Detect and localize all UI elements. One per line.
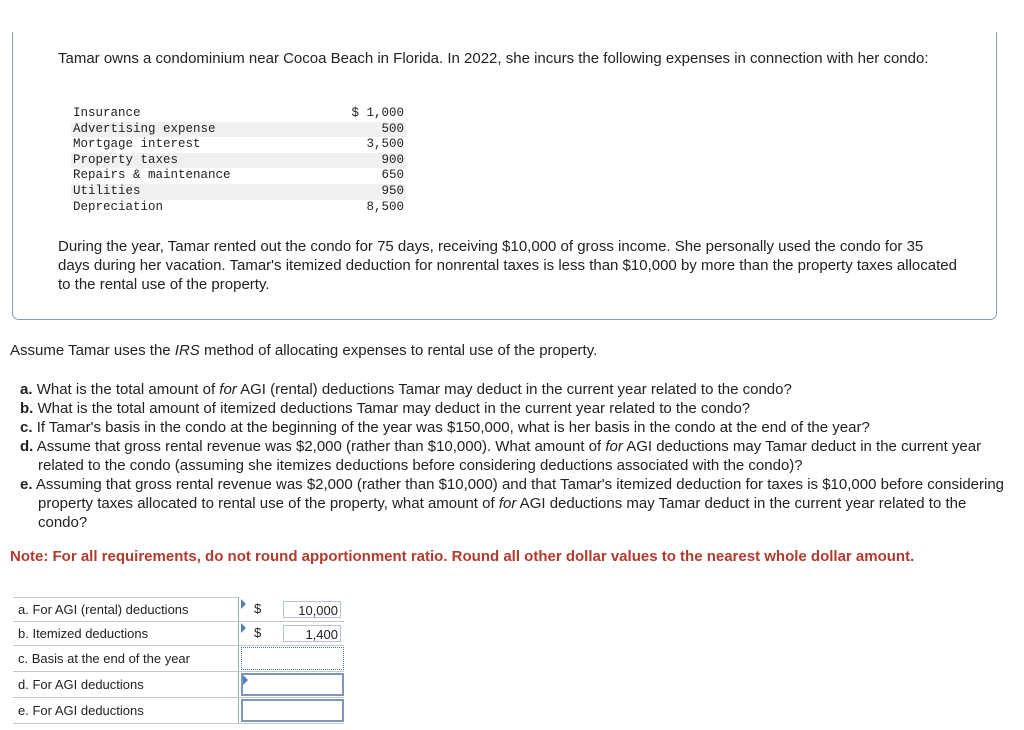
- expense-amount: 950: [319, 184, 406, 200]
- expense-row: [71, 137, 406, 153]
- answer-input-c[interactable]: [241, 647, 344, 670]
- answer-row: [13, 622, 344, 646]
- dollar-sign: $: [254, 600, 262, 616]
- dollar-sign: $: [254, 625, 262, 640]
- rounding-note: Note: For all requirements, do not round apportionment ratio. Round all other dollar values to the nearest whole dollar amount.: [10, 548, 915, 565]
- question-c: c. If Tamar's basis in the condo at the beginning of the year was $150,000, what is her basis in the condo at the end of the year?: [20, 419, 870, 436]
- expense-amount: 650: [319, 168, 406, 184]
- expense-table: [71, 106, 406, 215]
- question-e: e. Assuming that gross rental revenue was $2,000 (rather than $10,000) and that Tamar's itemized deduction for taxes is $10,000 before considering property taxes allocated to rental use of the property, what amount of for AGI deductions may Tamar deduct in the current year related to the condo?: [20, 476, 1005, 531]
- expense-amount: $ 1,000: [319, 106, 406, 122]
- answer-cell: [239, 672, 345, 698]
- expense-row: [71, 200, 406, 216]
- input-flag-icon: [243, 675, 248, 685]
- expense-name: Mortgage interest: [71, 137, 319, 153]
- expense-row: [71, 122, 406, 138]
- question-d: d. Assume that gross rental revenue was $2,000 (rather than $10,000). What amount of for AGI deductions may Tamar deduct in the current year related to the condo (assuming she itemizes deductions before considering deductions associated with the condo)?: [20, 438, 982, 474]
- answer-input-a[interactable]: [241, 599, 344, 620]
- answer-cell: [239, 646, 345, 672]
- intro-text: Tamar owns a condominium near Cocoa Beach in Florida. In 2022, she incurs the following expenses in connection with her condo:: [58, 50, 929, 67]
- answer-cell: [239, 598, 345, 622]
- input-flag-icon: [241, 599, 246, 609]
- expense-name: Utilities: [71, 184, 319, 200]
- answer-table: [13, 597, 344, 724]
- answer-value[interactable]: 10,000: [283, 601, 341, 618]
- answer-input-e[interactable]: [241, 699, 344, 722]
- expense-row: [71, 184, 406, 200]
- answer-value[interactable]: 1,400: [283, 625, 341, 642]
- question-a: a. What is the total amount of for AGI (rental) deductions Tamar may deduct in the current year related to the condo?: [20, 381, 792, 398]
- answer-row: [13, 672, 344, 698]
- expense-name: Property taxes: [71, 153, 319, 169]
- expense-name: Insurance: [71, 106, 319, 122]
- input-flag-icon: [241, 623, 246, 633]
- expense-row: [71, 106, 406, 122]
- expense-amount: 500: [319, 122, 406, 138]
- expense-amount: 8,500: [319, 200, 406, 216]
- assumption-text: Assume Tamar uses the IRS method of allocating expenses to rental use of the property.: [10, 342, 598, 359]
- expense-name: Depreciation: [71, 200, 319, 216]
- expense-amount: 900: [319, 153, 406, 169]
- expense-row: [71, 168, 406, 184]
- answer-row: [13, 598, 344, 622]
- answer-cell: [239, 698, 345, 724]
- question-list: [20, 380, 1005, 532]
- answer-input-b[interactable]: [241, 623, 344, 644]
- answer-label: d. For AGI deductions: [13, 672, 239, 698]
- problem-statement-box: [12, 32, 997, 320]
- answer-label: c. Basis at the end of the year: [13, 646, 239, 672]
- answer-input-d[interactable]: [241, 673, 344, 696]
- expense-name: Repairs & maintenance: [71, 168, 319, 184]
- rental-details-text: During the year, Tamar rented out the condo for 75 days, receiving $10,000 of gross income. She personally used the condo for 35 days during her vacation. Tamar's itemized deduction for nonrental taxes is less than $10,000 by more than the property taxes allocated to the rental use of the property.: [58, 238, 957, 293]
- answer-row: [13, 698, 344, 724]
- expense-amount: 3,500: [319, 137, 406, 153]
- answer-row: [13, 646, 344, 672]
- expense-row: [71, 153, 406, 169]
- answer-cell: [239, 622, 345, 646]
- question-b: b. What is the total amount of itemized deductions Tamar may deduct in the current year related to the condo?: [20, 400, 751, 417]
- answer-label: b. Itemized deductions: [13, 622, 239, 646]
- expense-name: Advertising expense: [71, 122, 319, 138]
- answer-label: e. For AGI deductions: [13, 698, 239, 724]
- answer-label: a. For AGI (rental) deductions: [13, 598, 239, 622]
